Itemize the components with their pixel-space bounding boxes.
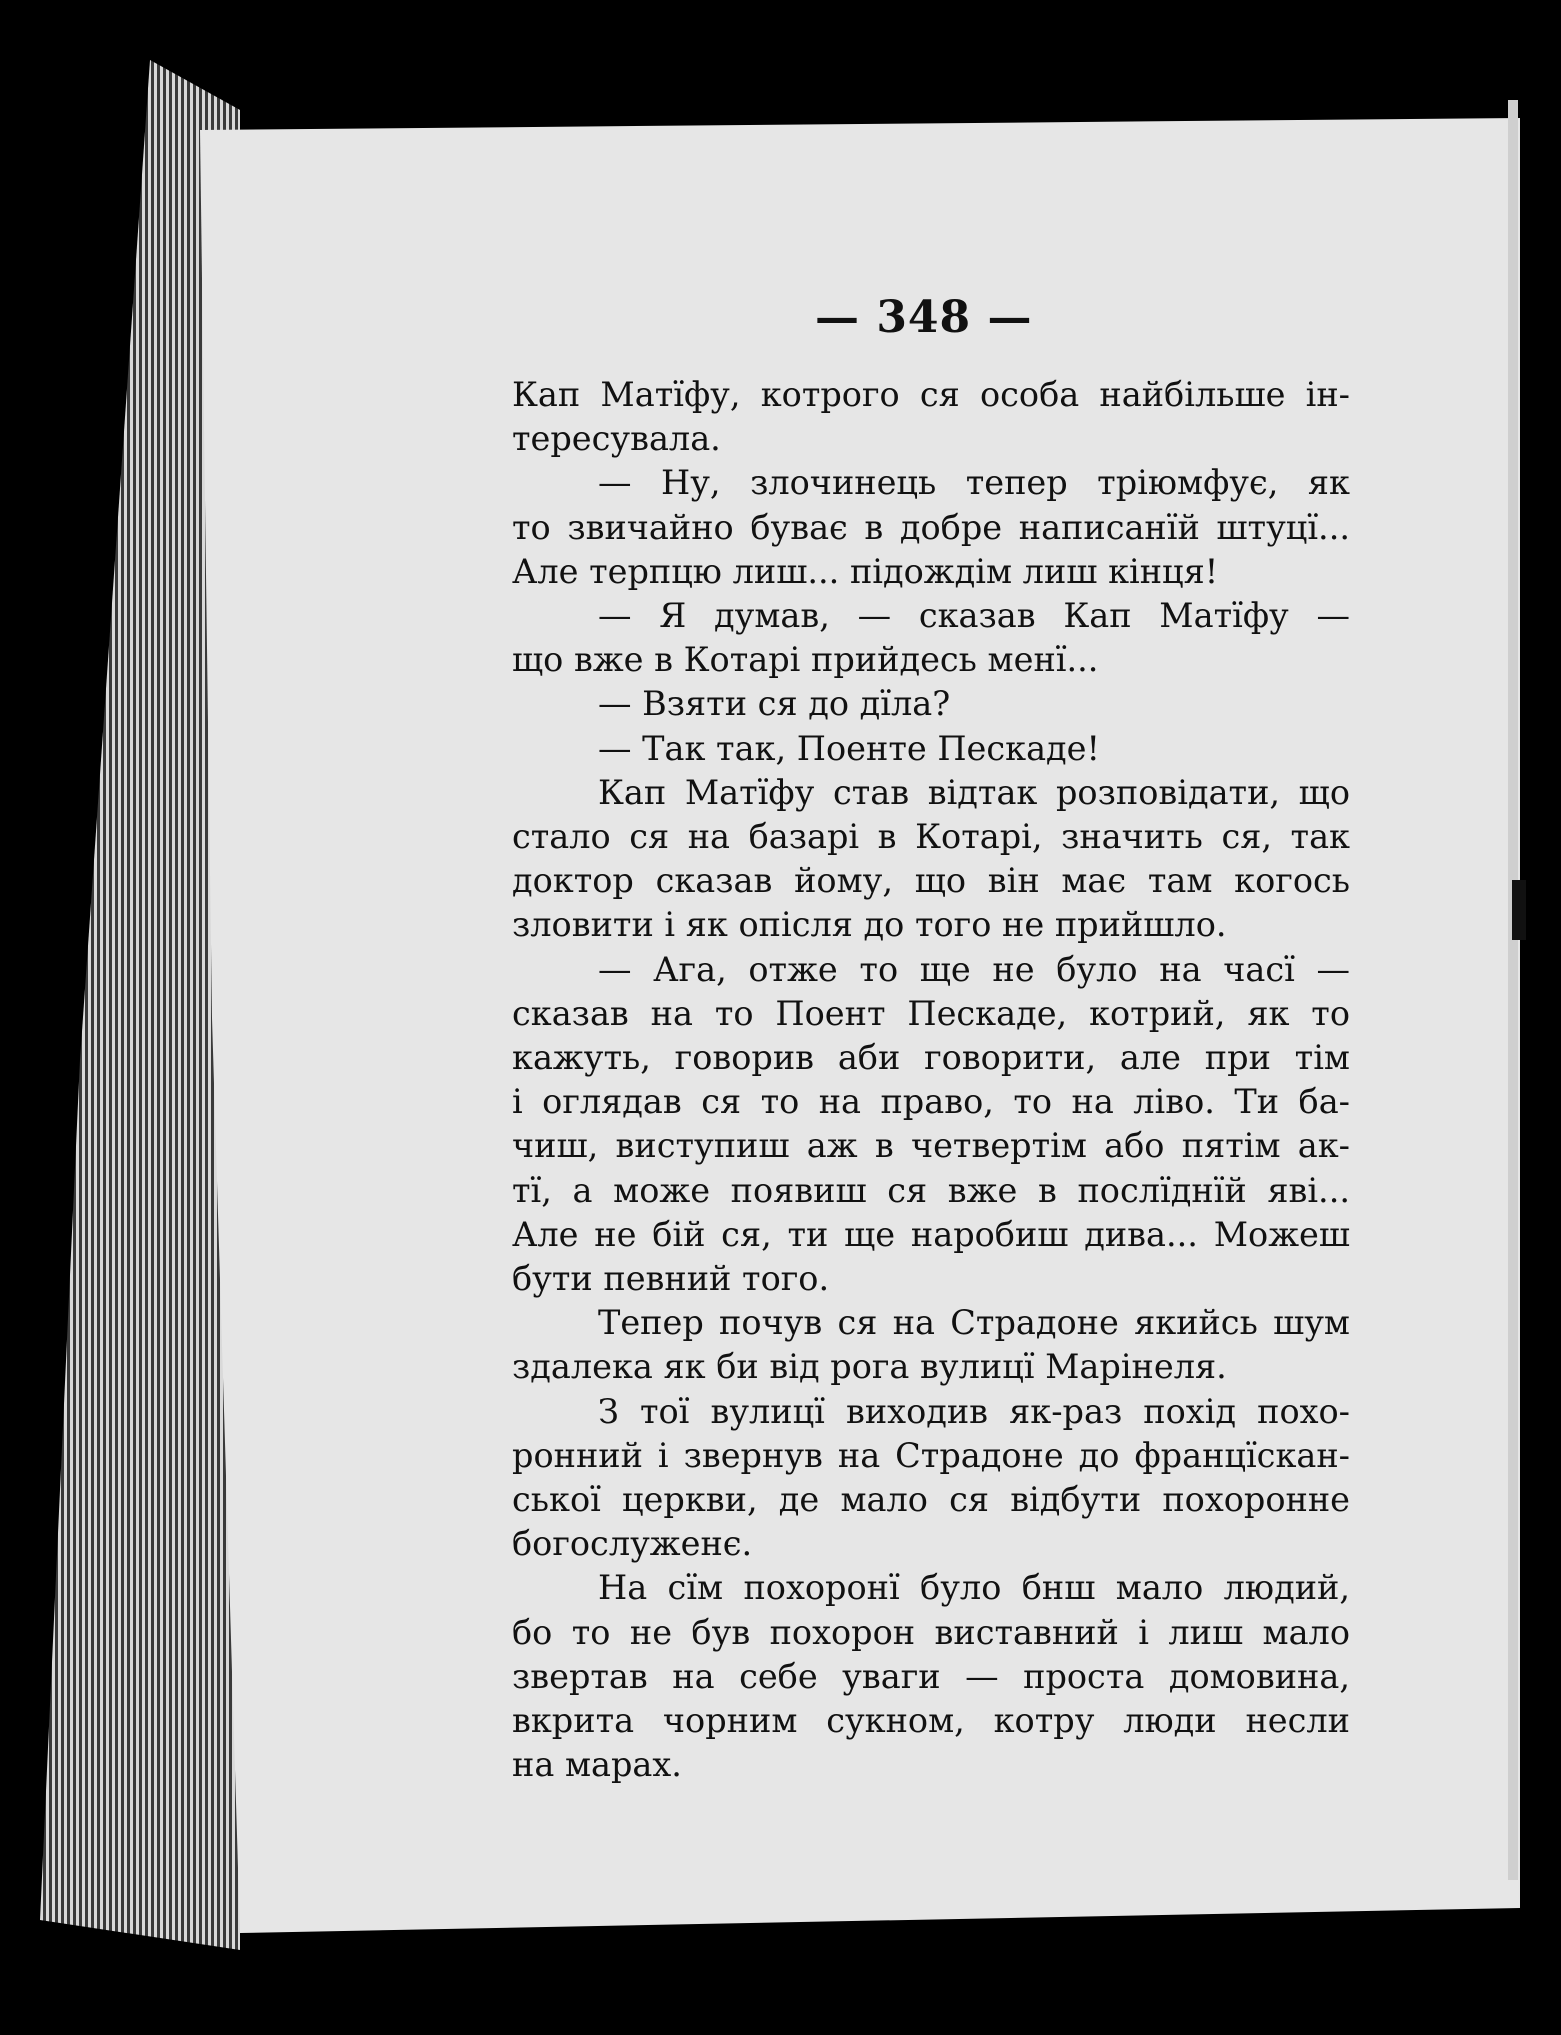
- text-line: — Ага, отже то ще не було на часї —: [598, 949, 1350, 989]
- text-line: Але не бій ся, ти ще наробиш дива... Можеш: [512, 1214, 1350, 1254]
- text-line: то звичайно буває в добре написанїй штуцї...: [512, 507, 1350, 547]
- text-line: Кап Матїфу, котрого ся особа найбільше ін-: [512, 375, 1350, 414]
- text-line: З тої вулицї виходив як-раз похід похо-: [598, 1391, 1350, 1431]
- text-line: стало ся на базарі в Котарі, значить ся, так: [512, 817, 1350, 857]
- text-line: здалека як би від рога вулицї Марінеля.: [512, 1347, 1227, 1387]
- text-line: на марах.: [512, 1745, 682, 1785]
- text-line: — Ну, злочинець тепер тріюмфує, як: [598, 463, 1350, 503]
- text-line: тересувала.: [512, 419, 721, 459]
- text-line: кажуть, говорив аби говорити, але при тім: [512, 1038, 1350, 1078]
- text-line: ської церкви, де мало ся відбути похоронне: [512, 1480, 1350, 1520]
- text-line: На сїм похоронї було бнш мало людий,: [598, 1568, 1350, 1608]
- text-line: що вже в Котарі прийдесь менї...: [512, 640, 1099, 680]
- text-line: доктор сказав йому, що він має там когось: [512, 861, 1350, 901]
- text-line: бути певний того.: [512, 1259, 830, 1299]
- text-line: Але терпцю лиш... підождім лиш кінця!: [512, 551, 1219, 591]
- text-line: — Я думав, — сказав Кап Матїфу —: [598, 596, 1350, 636]
- text-line: ронний і звернув на Страдоне до францїскан-: [512, 1435, 1350, 1475]
- text-line: тї, а може появиш ся вже в послїднїй яві...: [512, 1170, 1350, 1210]
- text-line: богослуженє.: [512, 1524, 753, 1564]
- text-line: Тепер почув ся на Страдоне якийсь шум: [598, 1303, 1350, 1343]
- text-line: вкрита чорним сукном, котру люди несли: [512, 1701, 1350, 1741]
- text-line: чиш, виступиш аж в четвертім або пятім ак-: [512, 1126, 1350, 1166]
- page-number: — 348 —: [815, 292, 1033, 343]
- text-line: — Так так, Поенте Пескаде!: [598, 728, 1100, 768]
- text-line: Кап Матїфу став відтак розповідати, що: [598, 772, 1350, 812]
- text-line: — Взяти ся до дїла?: [598, 684, 951, 724]
- text-line: бо то не був похорон виставний і лиш мало: [512, 1612, 1350, 1652]
- page-shadow-mark: [1512, 880, 1526, 940]
- text-line: і оглядав ся то на право, то на ліво. Ти ба-: [512, 1082, 1350, 1122]
- body-text: [512, 373, 1350, 1788]
- text-line: звертав на себе уваги — проста домовина,: [512, 1656, 1350, 1696]
- text-line: сказав на то Поент Пескаде, котрий, як то: [512, 993, 1350, 1033]
- text-line: зловити і як опісля до того не прийшло.: [512, 905, 1227, 945]
- facing-page-edge: [1508, 100, 1518, 1880]
